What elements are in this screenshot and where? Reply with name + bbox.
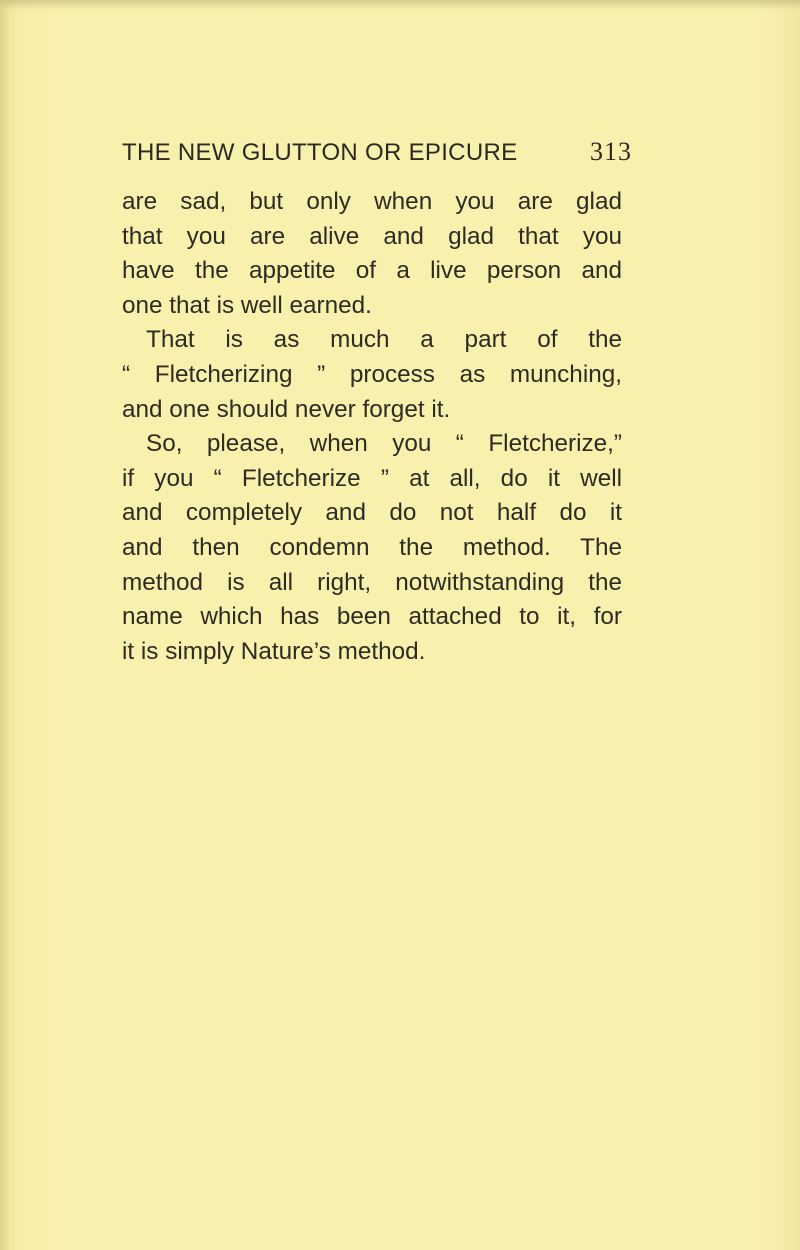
page-number: 313 — [590, 137, 632, 166]
running-header — [122, 137, 632, 173]
text-line: that you are alive and glad that you — [122, 222, 622, 250]
running-title: THE NEW GLUTTON OR EPICURE — [122, 139, 518, 166]
text-line: it is simply Nature’s method. — [122, 637, 426, 665]
text-line: and completely and do not half do it — [122, 499, 622, 527]
page-left-edge — [0, 0, 10, 1250]
text-line: have the appetite of a live person and — [122, 257, 622, 285]
text-line: So, please, when you “ Fletcherize,” — [146, 430, 622, 458]
text-line: and one should never forget it. — [122, 395, 451, 423]
body-text — [122, 185, 622, 669]
text-line: name which has been attached to it, for — [122, 603, 622, 631]
text-line: and then condemn the method. The — [122, 533, 622, 561]
text-line: That is as much a part of the — [146, 326, 622, 354]
text-line: one that is well earned. — [122, 291, 372, 319]
text-line: if you “ Fletcherize ” at all, do it well — [122, 464, 622, 492]
text-line: “ Fletcherizing ” process as munching, — [122, 360, 622, 388]
text-line: method is all right, notwithstanding the — [122, 568, 622, 596]
page-top-shadow — [0, 0, 800, 10]
text-line: are sad, but only when you are glad — [122, 188, 622, 215]
